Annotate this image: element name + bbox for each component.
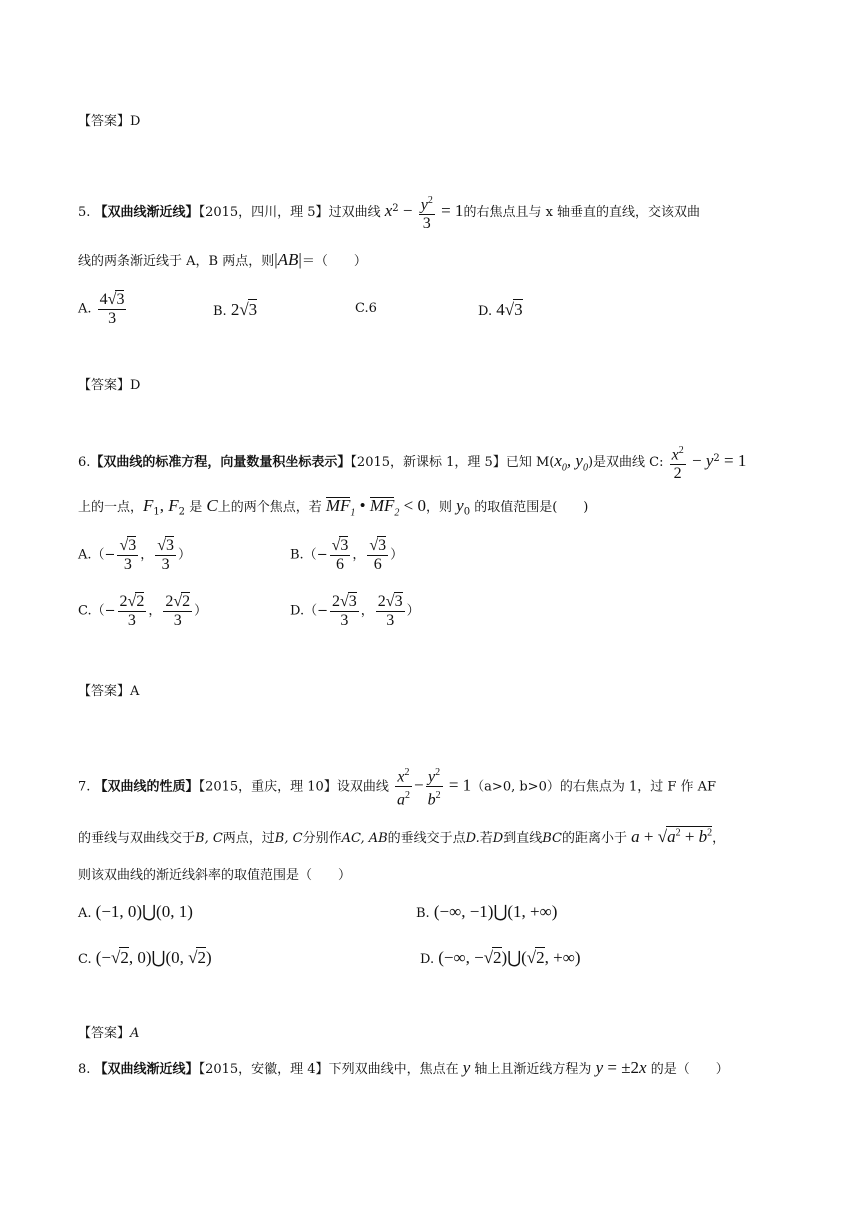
question-number: 5. — [78, 205, 91, 221]
question-5-line1 — [78, 192, 700, 233]
question-source: 【2015，四川，理 5】 — [198, 205, 329, 221]
answer-q4: 【答案】D — [78, 114, 141, 129]
question-tag: 【双曲线的性质】 — [94, 779, 199, 795]
question-6-line2: 上的一点，$F_1$, $F_2$ 是 C上的两个焦点，若 $MF_1$ • $MF_2 < 0$，则 $y_0$ 的取值范围是( ) — [78, 496, 589, 519]
question-7-line1: 7. 【双曲线的性质】【2015，重庆，理 10】设双曲线 $\frac{x^2}{a^2}$ − $\frac{y^2}{b^2}$ = 1（a>0, b>0）的右焦点为 1，过 F 作 AF — [78, 764, 716, 810]
question-text-after: 的右焦点且与 x 轴垂直的直线，交该双曲 — [463, 205, 701, 221]
q5-option-c: C.6 — [355, 301, 377, 316]
question-tag: 【双曲线渐近线】 — [94, 1062, 199, 1077]
q5-option-b: B. 2√3 — [213, 300, 258, 319]
question-source: 【2015，重庆，理 10】 — [198, 779, 337, 795]
q6-option-c: C.（− $\frac{2√2}{3}$ ， $\frac{2√2}{3}$ ） — [78, 593, 208, 629]
q6-option-b: B.（− $\frac{√3}{6}$ ， $\frac{√3}{6}$ ） — [290, 537, 404, 573]
question-5-line2: 线的两条渐近线于 A，B 两点，则|AB|＝（ ） — [78, 250, 367, 269]
q7-option-d: D. (−∞, −√2)⋃(√2, +∞) — [420, 948, 581, 967]
q5-option-a: A. $\frac{4√3}{3}$ — [78, 291, 125, 327]
question-8-line1: 8. 【双曲线渐近线】【2015，安徽，理 4】下列双曲线中，焦点在 y 轴上且渐近线方程为 y = ±2x 的是（ ） — [78, 1058, 729, 1077]
q7-option-b: B. (−∞, −1)⋃(1, +∞) — [416, 902, 558, 921]
answer-q7: 【答案】A — [78, 1026, 140, 1041]
question-text: 过双曲线 — [328, 205, 381, 221]
question-7-line2: 的垂线与双曲线交于B, C两点，过B, C分别作AC, AB的垂线交于点D.若D到直线BC的距离小于 $a + √a^2 + b^2$， — [78, 827, 726, 846]
hyperbola-equation-general: $\frac{x^2}{a^2}$ − $\frac{y^2}{b^2}$ = 1 — [396, 767, 472, 809]
question-7-line3: 则该双曲线的渐近线斜率的取值范围是（ ） — [78, 868, 352, 883]
q7-option-c: C. (−√2, 0)⋃(0, √2) — [78, 948, 212, 967]
abs-ab: |AB| — [274, 250, 302, 269]
q5-option-d: D. 4√3 — [478, 300, 523, 319]
question-6-line1: 6.【双曲线的标准方程，向量数量积坐标表示】【2015，新课标 1，理 5】已知 $M(x_0$, $y_0$)是双曲线 C: $\frac{x^2}{2}$ − $y^2 = 1$ — [78, 442, 746, 483]
question-tag: 【双曲线渐近线】 — [94, 205, 199, 221]
q6-option-d: D.（− $\frac{2√3}{3}$ ， $\frac{2√3}{3}$ ） — [290, 593, 420, 629]
question-tag: 【双曲线的标准方程，向量数量积坐标表示】 — [90, 455, 351, 471]
q7-option-a: A. (−1, 0)⋃(0, 1) — [78, 902, 193, 921]
answer-q5: 【答案】D — [78, 378, 141, 393]
question-source: 【2015，安徽，理 4】 — [198, 1062, 329, 1077]
hyperbola-equation-c: $\frac{x^2}{2}$ − $y^2 = 1$ — [671, 445, 747, 483]
answer-q6: 【答案】A — [78, 684, 140, 699]
q6-option-a: A.（− $\frac{√3}{3}$ ， $\frac{√3}{3}$ ） — [78, 537, 192, 573]
hyperbola-equation: $x^2$ − $\frac{y^2}{3}$ = 1 — [384, 195, 464, 233]
question-source: 【2015，新课标 1，理 5】 — [350, 455, 506, 471]
point-m-coords: $x_0$, $y_0$ — [554, 451, 588, 474]
